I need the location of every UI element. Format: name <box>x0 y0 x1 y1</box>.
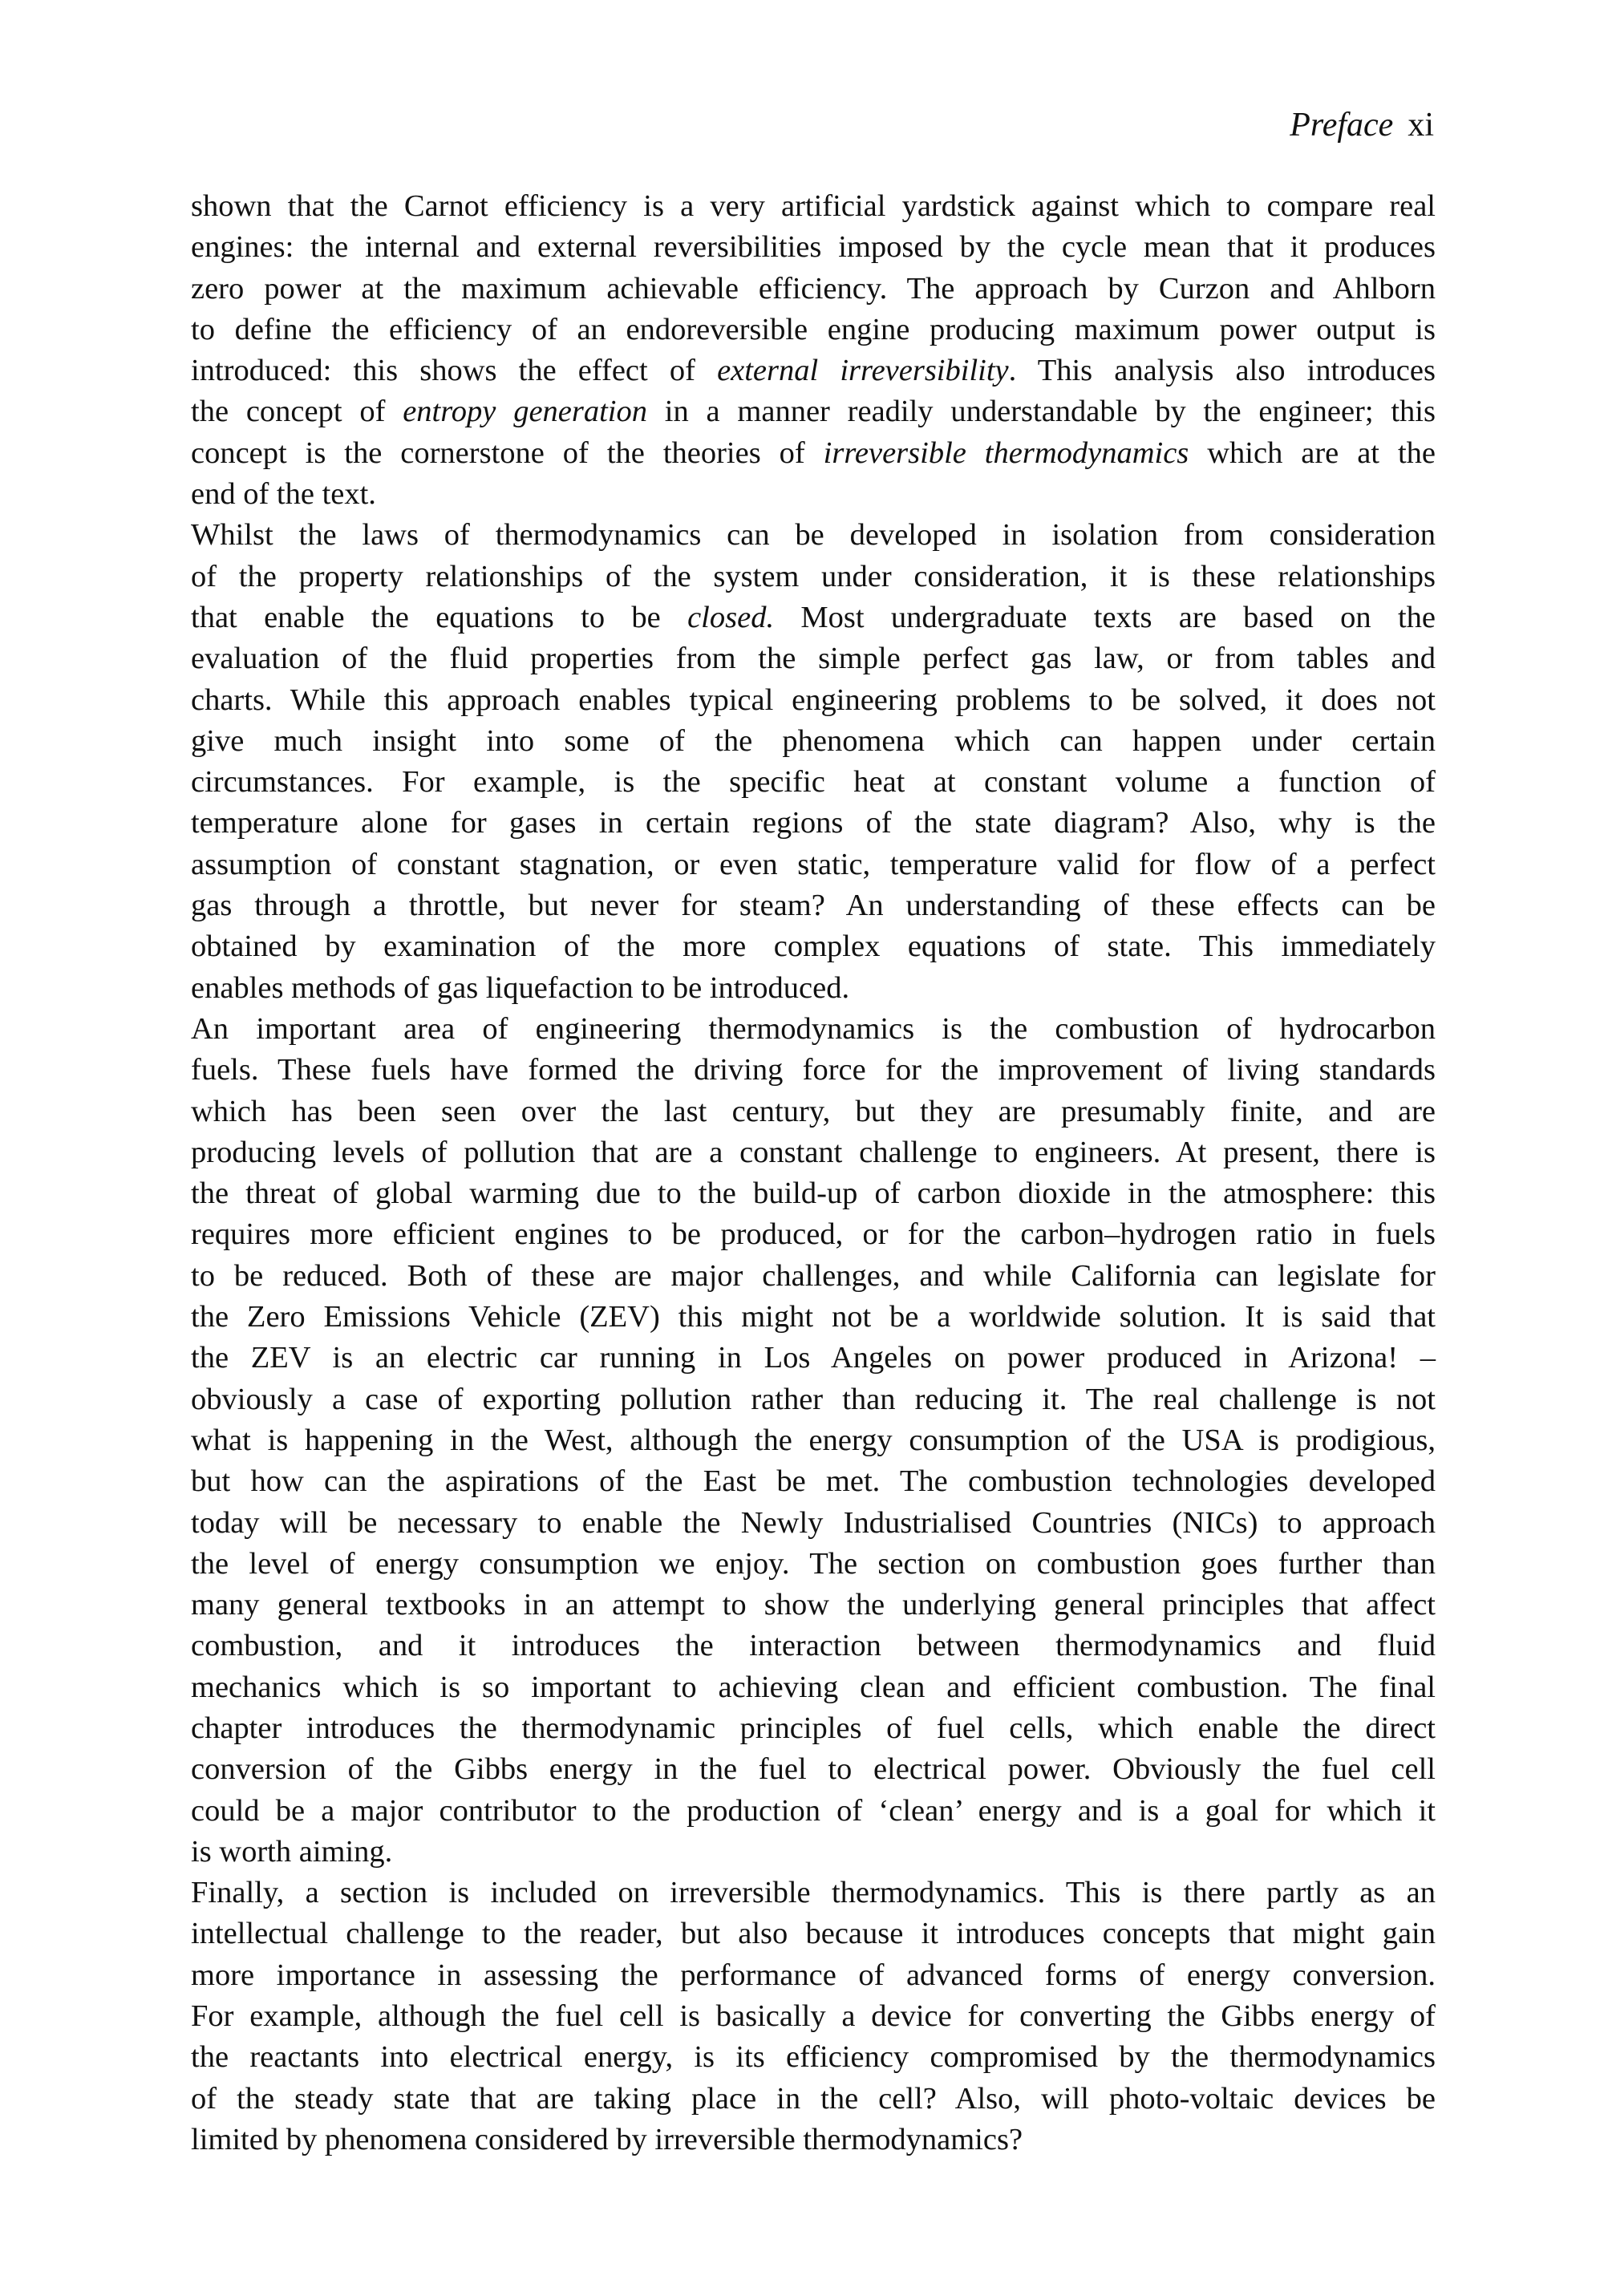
text-line <box>191 515 1436 556</box>
text-run: charts. While this approach enables typical engineering problems to be solved, it does not <box>191 682 1436 717</box>
text-line <box>191 186 1436 227</box>
text-line <box>191 1955 1436 1996</box>
text-run: circumstances. For example, is the specific heat at constant volume a function of <box>191 765 1436 800</box>
text-line <box>191 1379 1436 1420</box>
text-line <box>191 1708 1436 1749</box>
text-run: the Zero Emissions Vehicle (ZEV) this might not be a worldwide solution. It is said that <box>191 1300 1436 1334</box>
text-run: which are at the <box>1189 435 1436 470</box>
text-run: the reactants into electrical energy, is its efficiency compromised by the thermodynamics <box>191 2040 1436 2075</box>
text-line <box>191 1667 1436 1708</box>
text-run: shown that the Carnot efficiency is a very artificial yardstick against which to compare real <box>191 189 1436 223</box>
text-run: gas through a throttle, but never for steam? An understanding of these effects can be <box>191 889 1436 923</box>
text-run: more importance in assessing the performance of advanced forms of energy conversion. <box>191 1958 1436 1992</box>
text-line <box>191 1996 1436 2037</box>
text-run: producing levels of pollution that are a constant challenge to engineers. At present, there is <box>191 1135 1436 1169</box>
text-line <box>191 1791 1436 1832</box>
text-line <box>191 1749 1436 1790</box>
text-run: evaluation of the fluid properties from the simple perfect gas law, or from tables and <box>191 642 1436 676</box>
text-line <box>191 1832 1436 1873</box>
text-line <box>191 2079 1436 2120</box>
text-run: give much insight into some of the phenomena which can happen under certain <box>191 723 1436 758</box>
text-run: is worth aiming. <box>191 1834 393 1869</box>
text-run: mechanics which is so important to achieving clean and efficient combustion. The final <box>191 1670 1436 1704</box>
text-line <box>191 1009 1436 1050</box>
text-line <box>191 269 1436 310</box>
text-line <box>191 1873 1436 1913</box>
text-run: but how can the aspirations of the East be met. The combustion technologies developed <box>191 1464 1436 1499</box>
text-run: that enable the equations to be <box>191 600 688 634</box>
text-run: the concept of <box>191 395 403 429</box>
text-line <box>191 1173 1436 1214</box>
page-header <box>191 95 1436 157</box>
emphasized-term: external irreversibility <box>717 354 1009 388</box>
paragraph <box>191 1873 1436 2160</box>
section-title: Preface <box>1290 107 1394 144</box>
text-run: in a manner readily understandable by the engineer; this <box>647 395 1436 429</box>
text-run: Whilst the laws of thermodynamics can be developed in isolation from consideration <box>191 518 1436 553</box>
page-number: xi <box>1408 107 1434 144</box>
text-run: obtained by examination of the more complex equations of state. This immediately <box>191 929 1436 964</box>
body-text <box>191 186 1436 2160</box>
emphasized-term: irreversible thermodynamics <box>823 435 1189 470</box>
text-line <box>191 1091 1436 1132</box>
text-line <box>191 680 1436 721</box>
text-run: conversion of the Gibbs energy in the fuel to electrical power. Obviously the fuel cell <box>191 1752 1436 1787</box>
text-line <box>191 1626 1436 1666</box>
text-run: of the property relationships of the system under consideration, it is these relationships <box>191 559 1436 593</box>
text-run: the threat of global warming due to the build-up of carbon dioxide in the atmosphere: this <box>191 1176 1436 1211</box>
text-run: limited by phenomena considered by irreversible thermodynamics? <box>191 2122 1023 2156</box>
text-line <box>191 350 1436 391</box>
text-run: to be reduced. Both of these are major challenges, and while California can legislate for <box>191 1258 1436 1293</box>
text-run: the level of energy consumption we enjoy. The section on combustion goes further than <box>191 1546 1436 1581</box>
paragraph <box>191 186 1436 515</box>
text-line <box>191 310 1436 350</box>
text-line <box>191 433 1436 474</box>
text-run: introduced: this shows the effect of <box>191 354 718 388</box>
text-run: requires more efficient engines to be produced, or for the carbon–hydrogen ratio in fuels <box>191 1217 1436 1252</box>
text-run: fuels. These fuels have formed the driving force for the improvement of living standards <box>191 1053 1436 1087</box>
text-line <box>191 926 1436 967</box>
text-run: An important area of engineering thermodynamics is the combustion of hydrocarbon <box>191 1011 1436 1046</box>
text-line <box>191 721 1436 762</box>
text-line <box>191 1913 1436 1954</box>
text-run: combustion, and it introduces the interaction between thermodynamics and fluid <box>191 1629 1436 1663</box>
text-run: engines: the internal and external reversibilities imposed by the cycle mean that it produces <box>191 230 1436 265</box>
text-line <box>191 2037 1436 2078</box>
text-line <box>191 1338 1436 1379</box>
text-run: . This analysis also introduces <box>1008 354 1436 388</box>
text-run: intellectual challenge to the reader, but also because it introduces concepts that might gain <box>191 1917 1436 1951</box>
emphasized-term: entropy generation <box>403 395 647 429</box>
paragraph <box>191 515 1436 1009</box>
text-line <box>191 1420 1436 1461</box>
paragraph <box>191 1009 1436 1873</box>
text-run: what is happening in the West, although the energy consumption of the USA is prodigious, <box>191 1423 1436 1457</box>
text-line <box>191 1132 1436 1173</box>
text-line <box>191 1256 1436 1297</box>
text-run: today will be necessary to enable the Newly Industrialised Countries (NICs) to approach <box>191 1505 1436 1540</box>
book-page <box>191 95 1436 2160</box>
text-run: enables methods of gas liquefaction to be introduced. <box>191 970 850 1005</box>
text-line <box>191 762 1436 803</box>
text-line <box>191 1050 1436 1091</box>
text-line <box>191 1503 1436 1544</box>
text-line <box>191 557 1436 597</box>
text-run: chapter introduces the thermodynamic principles of fuel cells, which enable the direct <box>191 1711 1436 1745</box>
text-run: of the steady state that are taking place in the cell? Also, will photo-voltaic devices be <box>191 2081 1436 2116</box>
text-line <box>191 803 1436 844</box>
text-run: assumption of constant stagnation, or even static, temperature valid for flow of a perfect <box>191 847 1436 881</box>
text-run: which has been seen over the last century, but they are presumably finite, and are <box>191 1094 1436 1128</box>
text-line <box>191 1297 1436 1338</box>
text-run: zero power at the maximum achievable efficiency. The approach by Curzon and Ahlborn <box>191 271 1436 306</box>
text-line <box>191 2120 1436 2160</box>
text-run: to define the efficiency of an endoreversible engine producing maximum power output is <box>191 312 1436 346</box>
text-line <box>191 227 1436 268</box>
text-line <box>191 638 1436 679</box>
running-head <box>1290 106 1434 144</box>
emphasized-term: closed. <box>687 600 775 634</box>
text-line <box>191 597 1436 638</box>
text-run: could be a major contributor to the production of ‘clean’ energy and is a goal for which it <box>191 1793 1436 1828</box>
text-run: end of the text. <box>191 477 376 512</box>
text-run: temperature alone for gases in certain regions of the state diagram? Also, why is the <box>191 806 1436 840</box>
text-line <box>191 844 1436 885</box>
text-line <box>191 1214 1436 1255</box>
text-run: many general textbooks in an attempt to show the underlying general principles that affect <box>191 1588 1436 1622</box>
text-line <box>191 968 1436 1009</box>
text-line <box>191 1544 1436 1585</box>
text-run: concept is the cornerstone of the theories of <box>191 435 824 470</box>
text-line <box>191 885 1436 926</box>
text-run: Most undergraduate texts are based on the <box>774 600 1436 634</box>
text-run: the ZEV is an electric car running in Los Angeles on power produced in Arizona! – <box>191 1341 1436 1375</box>
text-line <box>191 391 1436 432</box>
text-run: obviously a case of exporting pollution rather than reducing it. The real challenge is not <box>191 1382 1436 1416</box>
text-line <box>191 474 1436 515</box>
text-line <box>191 1461 1436 1502</box>
text-line <box>191 1585 1436 1626</box>
text-run: Finally, a section is included on irreversible thermodynamics. This is there partly as an <box>191 1876 1436 1910</box>
text-run: For example, although the fuel cell is basically a device for converting the Gibbs energy of <box>191 1999 1436 2034</box>
